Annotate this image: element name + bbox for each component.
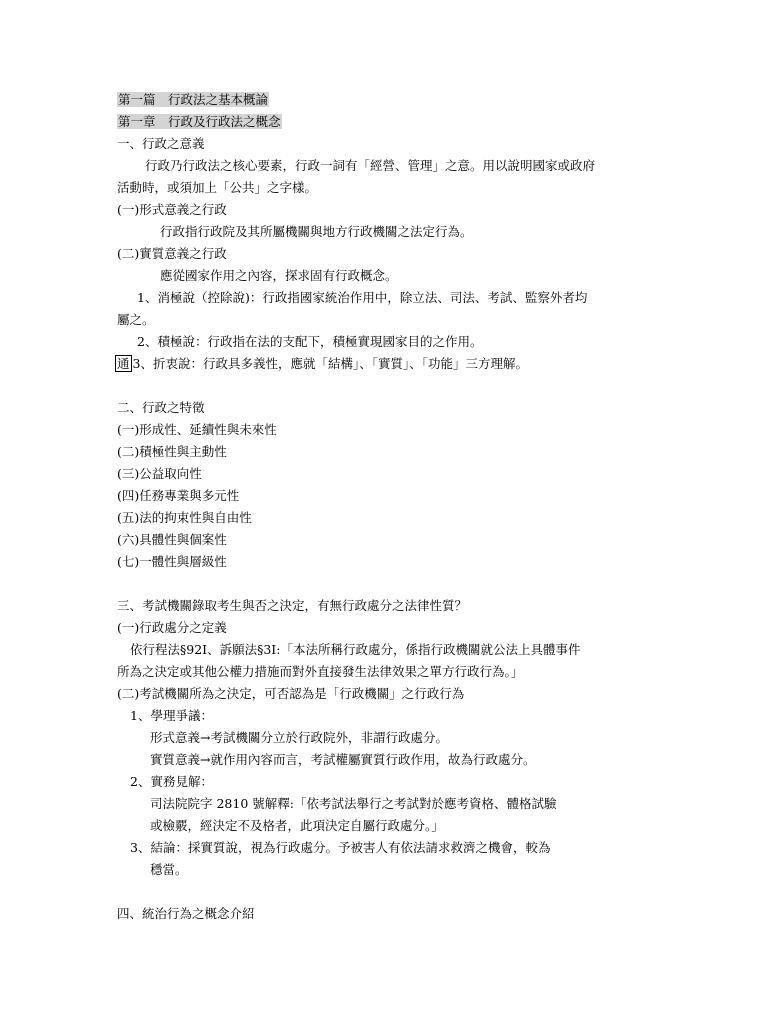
- formal-meaning-text: 行政指行政院及其所屬機關與地方行政機關之法定行為。: [160, 224, 473, 239]
- compromise-theory: 通 3、折衷說：行政具多義性，應就「結構」、「實質」、「功能」三方理解。: [117, 356, 528, 371]
- negative-theory-line2: 屬之。: [117, 312, 155, 327]
- practice-heading: 2、實務見解：: [130, 774, 213, 789]
- conclusion-line1: 3、結論：採實質說，視為行政處分。予被害人有依法請求救濟之機會，較為: [130, 840, 551, 855]
- section-1-intro-line1: 行政乃行政法之核心要素，行政一詞有「經營、管理」之意。用以說明國家或政府: [145, 158, 596, 173]
- material-meaning-heading: (二)實質意義之行政: [117, 246, 227, 261]
- formal-meaning-heading: (一)形式意義之行政: [117, 202, 227, 217]
- part-title: 第一篇 行政法之基本概論: [118, 92, 269, 107]
- section-2-heading: 二、行政之特徵: [117, 400, 205, 415]
- section-1-heading: 一、行政之意義: [117, 136, 205, 151]
- conclusion-line2: 穩當。: [150, 862, 188, 877]
- feature-item: (六)具體性與個案性: [117, 532, 227, 547]
- feature-item: (二)積極性與主動性: [117, 444, 227, 459]
- feature-item: (四)任務專業與多元性: [117, 488, 240, 503]
- feature-item: (七)一體性與層級性: [117, 554, 227, 569]
- feature-item: (三)公益取向性: [117, 466, 202, 481]
- question-heading: (二)考試機關所為之決定，可否認為是「行政機關」之行政行為: [117, 686, 465, 701]
- dispute-material: 實質意義→就作用內容而言，考試權屬實質行政作用，故為行政處分。: [150, 752, 536, 767]
- definition-line2: 所為之決定或其他公權力措施而對外直接發生法律效果之單方行政行為。」: [117, 664, 524, 679]
- definition-line1: 依行程法§92Ⅰ、訴願法§3Ⅰ:「本法所稱行政處分，係指行政機關就公法上具體事件: [130, 642, 581, 657]
- section-3-heading: 三、考試機關錄取考生與否之決定，有無行政處分之法律性質？: [117, 598, 468, 613]
- definition-heading: (一)行政處分之定義: [117, 620, 227, 635]
- feature-item: (五)法的拘束性與自由性: [117, 510, 252, 525]
- box-mark: 通: [117, 356, 130, 371]
- section-1-intro-line2: 活動時，或須加上「公共」之字樣。: [117, 180, 318, 195]
- feature-item: (一)形成性、延續性與未來性: [117, 422, 277, 437]
- negative-theory-line1: 1、消極說（控除說)：行政指國家統治作用中，除立法、司法、考試、監察外者均: [137, 290, 588, 305]
- dispute-heading: 1、學理爭議：: [130, 708, 213, 723]
- section-4-heading: 四、統治行為之概念介紹: [117, 906, 255, 921]
- practice-line1: 司法院院字 2810 號解釋:「依考試法舉行之考試對於應考資格、體格試驗: [150, 796, 557, 811]
- positive-theory: 2、積極說：行政指在法的支配下，積極實現國家目的之作用。: [137, 334, 483, 349]
- chapter-title: 第一章 行政及行政法之概念: [118, 114, 281, 129]
- practice-line2: 或檢覈，經決定不及格者，此項決定自屬行政處分。」: [150, 818, 444, 833]
- material-meaning-text: 應從國家作用之內容，探求固有行政概念。: [160, 268, 398, 283]
- dispute-formal: 形式意義→考試機關分立於行政院外，非謂行政處分。: [150, 730, 448, 745]
